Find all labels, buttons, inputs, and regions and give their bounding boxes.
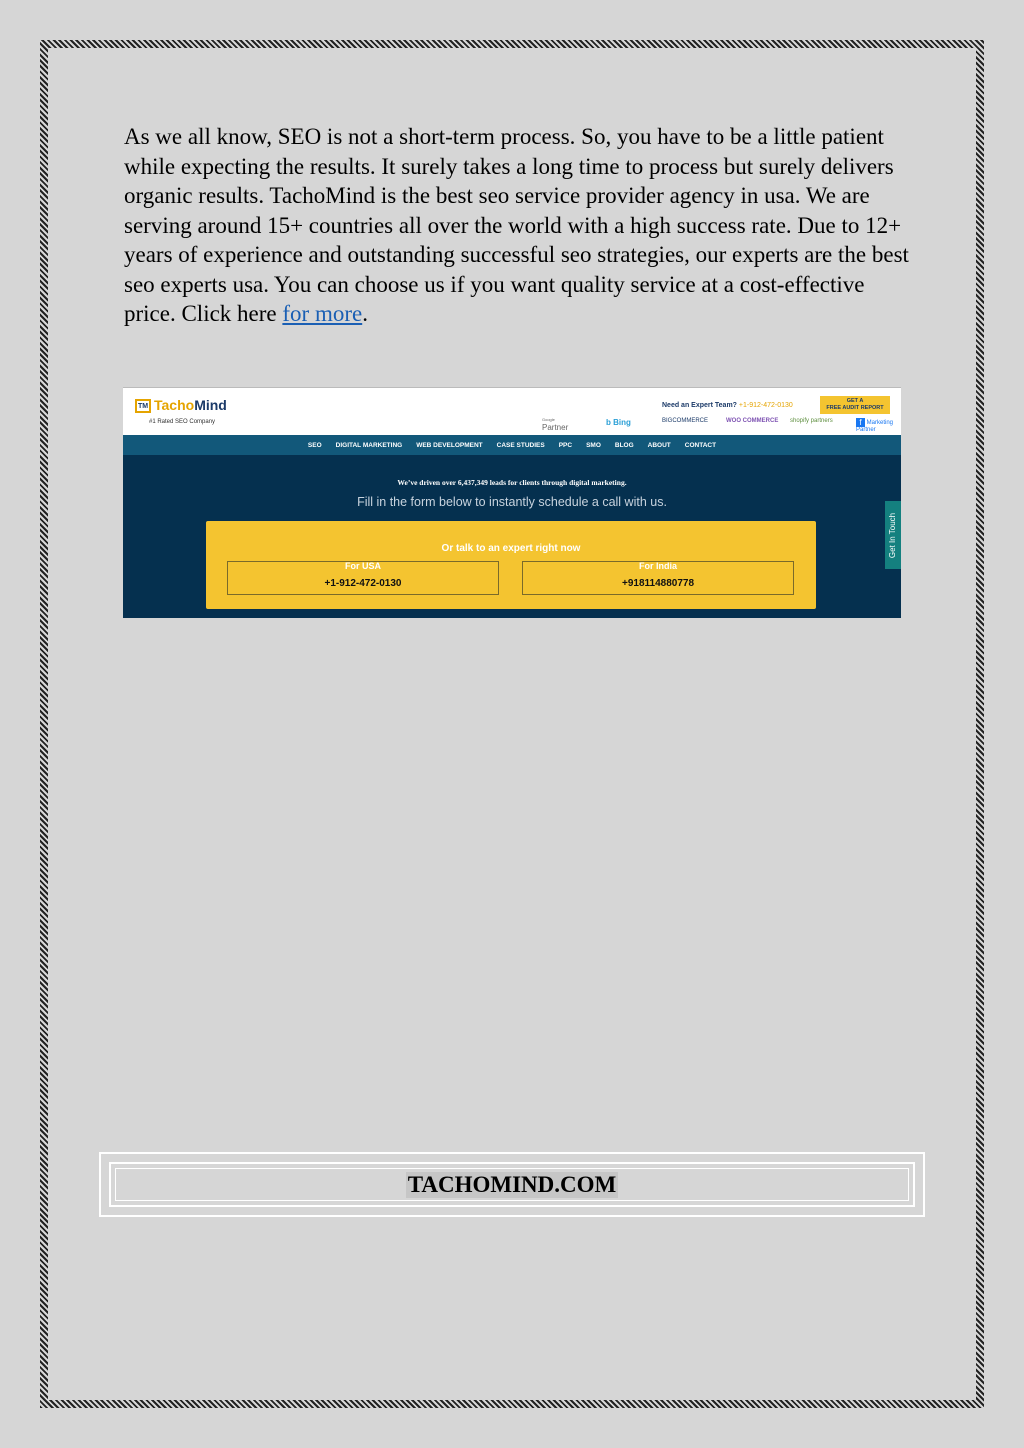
bing-partner-badge: b Bing [606,418,631,427]
get-in-touch-tab[interactable]: Get In Touch [885,501,901,569]
site-header [123,388,901,435]
leads-statement: We’ve driven over 6,437,349 leads for clients through digital marketing. [397,478,627,487]
site-nav [123,435,901,455]
form-prompt: Fill in the form below to instantly schedule a call with us. [357,495,667,509]
logo[interactable]: TachoMind [154,397,227,413]
embedded-screenshot [123,387,901,618]
logo-mark: TM [135,399,151,413]
footer-box [99,1152,925,1217]
nav-about[interactable]: ABOUT [647,441,671,449]
hero-section [123,455,901,618]
logo-tagline: #1 Rated SEO Company [149,419,216,425]
footer-site-name: TACHOMIND.COM [407,1171,617,1197]
usa-contact-box[interactable] [227,561,499,595]
nav-contact[interactable]: CONTACT [684,441,717,449]
india-phone[interactable]: +918114880778 [621,578,695,589]
contact-panel [206,521,816,609]
nav-smo[interactable]: SMO [586,441,601,449]
nav-case-studies[interactable]: CASE STUDIES [496,441,545,449]
india-contact-box[interactable] [522,561,794,595]
nav-seo[interactable]: SEO [307,441,322,449]
usa-label: For USA [345,561,381,571]
google-partner-badge: Google Partner [542,417,569,432]
expert-phone: +1-912-472-0130 [738,402,793,409]
bigcommerce-badge: BIGCOMMERCE [662,418,709,424]
facebook-partner-badge: f Marketing Partner [856,418,894,433]
nav-ppc[interactable]: PPC [558,441,573,449]
india-label: For India [639,561,677,571]
shopify-badge: shopify partners [790,418,833,424]
free-audit-button[interactable]: GET A FREE AUDIT REPORT [820,396,890,414]
body-paragraph: As we all know, SEO is not a short-term process. So, you have to be a little patient while expecting the results. It surely takes a long time to process but surely delivers organic results. TachoMind is the best seo service provider agency in usa. We are serving around 15+ countries all over the world with a high success rate. Due to 12+ years of experience and outstanding successful seo strategies, our experts are the best seo experts usa. You can choose us if you want quality service at a cost-effective price. Click here for more. [124,124,909,326]
talk-heading: Or talk to an expert right now [441,543,581,554]
facebook-icon: f [856,418,865,427]
usa-phone[interactable]: +1-912-472-0130 [324,578,402,589]
for-more-link[interactable]: for more [282,301,363,326]
woocommerce-badge: WOO COMMERCE [726,418,779,424]
nav-digital-marketing[interactable]: DIGITAL MARKETING [335,441,403,449]
nav-web-development[interactable]: WEB DEVELOPMENT [416,441,483,449]
expert-team: Need an Expert Team? +1-912-472-0130 [662,402,793,409]
nav-blog[interactable]: BLOG [614,441,634,449]
